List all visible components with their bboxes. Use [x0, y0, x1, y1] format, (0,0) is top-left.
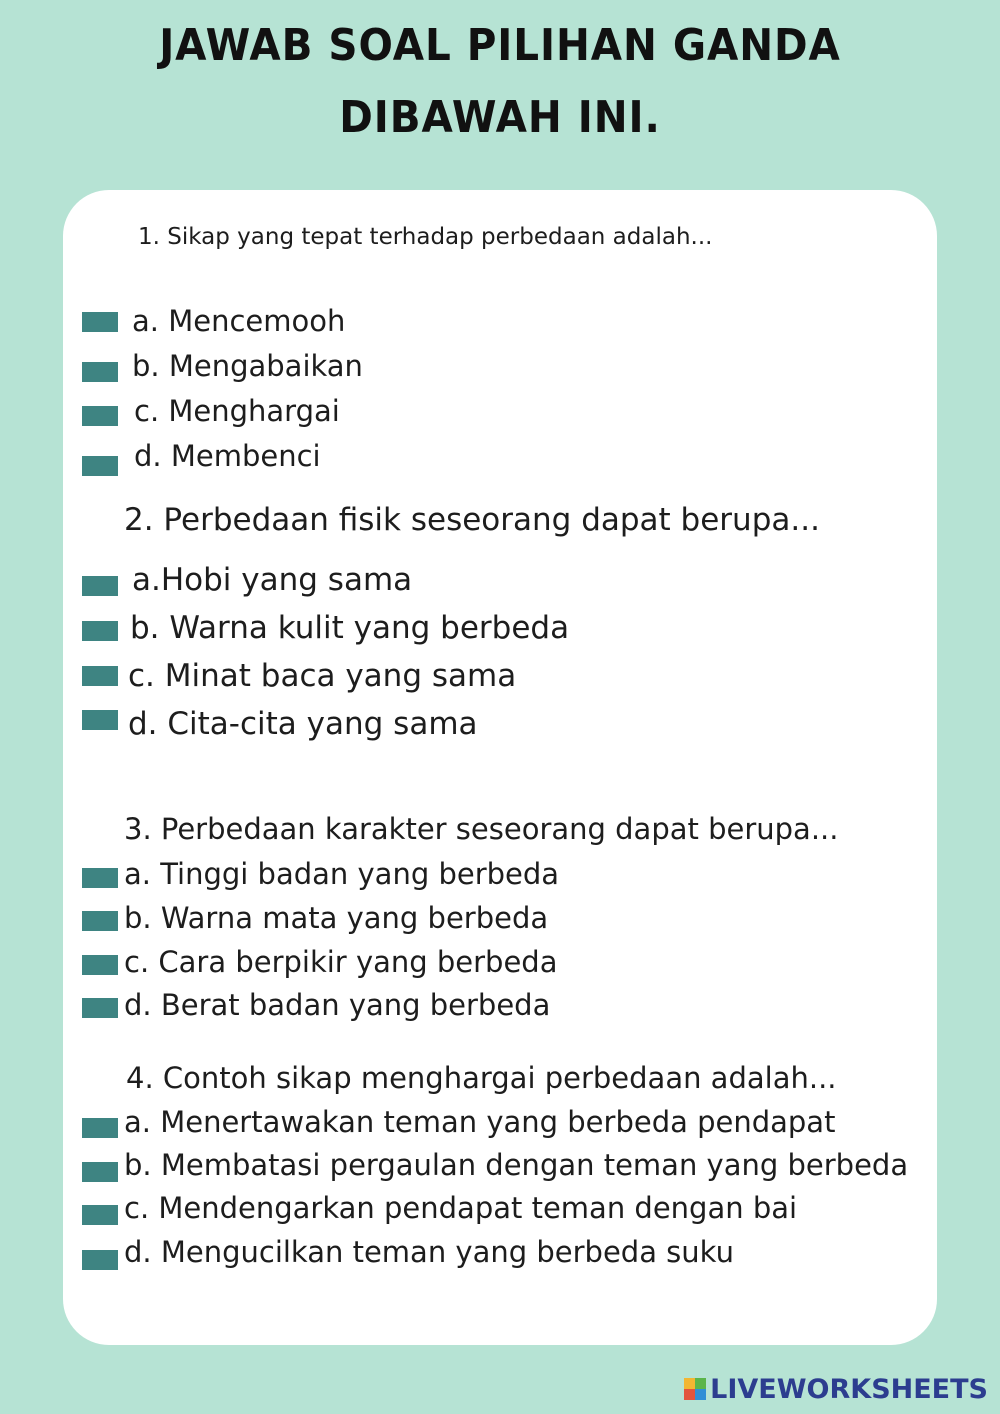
answer-box-1c[interactable]	[82, 406, 118, 426]
question-2: 2. Perbedaan fisik seseorang dapat berupa...	[124, 502, 820, 538]
question-3: 3. Perbedaan karakter seseorang dapat berupa...	[124, 812, 839, 846]
question-4: 4. Contoh sikap menghargai perbedaan adalah...	[126, 1061, 837, 1095]
option-4c: c. Mendengarkan pendapat teman dengan bai	[124, 1191, 798, 1225]
answer-box-4b[interactable]	[82, 1162, 118, 1182]
answer-box-2d[interactable]	[82, 710, 118, 730]
answer-box-3a[interactable]	[82, 868, 118, 888]
worksheet-title-line-1: JAWAB SOAL PILIHAN GANDA	[159, 20, 841, 71]
answer-box-2b[interactable]	[82, 621, 118, 641]
option-3d: d. Berat badan yang berbeda	[124, 988, 551, 1022]
answer-box-4c[interactable]	[82, 1205, 118, 1225]
option-4b: b. Membatasi pergaulan dengan teman yang berbeda	[124, 1148, 909, 1182]
option-3a: a. Tinggi badan yang berbeda	[124, 857, 560, 891]
answer-box-1d[interactable]	[82, 456, 118, 476]
worksheet-title-line-2: DIBAWAH INI.	[339, 92, 661, 143]
option-4a: a. Menertawakan teman yang berbeda pendapat	[124, 1105, 836, 1139]
option-1a: a. Mencemooh	[132, 304, 346, 338]
answer-box-3d[interactable]	[82, 998, 118, 1018]
question-1: 1. Sikap yang tepat terhadap perbedaan adalah...	[138, 224, 713, 250]
option-4d: d. Mengucilkan teman yang berbeda suku	[124, 1235, 734, 1269]
answer-box-1a[interactable]	[82, 312, 118, 332]
liveworksheets-logo-icon	[684, 1378, 706, 1400]
option-1b: b. Mengabaikan	[132, 349, 363, 383]
option-2a: a.Hobi yang sama	[132, 562, 413, 598]
option-1c: c. Menghargai	[134, 394, 340, 428]
answer-box-4d[interactable]	[82, 1250, 118, 1270]
answer-box-3c[interactable]	[82, 955, 118, 975]
liveworksheets-brand: LIVEWORKSHEETS	[710, 1373, 988, 1405]
answer-box-2a[interactable]	[82, 576, 118, 596]
option-3b: b. Warna mata yang berbeda	[124, 901, 549, 935]
option-2d: d. Cita-cita yang sama	[128, 706, 478, 742]
option-1d: d. Membenci	[134, 439, 321, 473]
answer-box-2c[interactable]	[82, 666, 118, 686]
option-2b: b. Warna kulit yang berbeda	[130, 610, 570, 646]
answer-box-1b[interactable]	[82, 362, 118, 382]
answer-box-3b[interactable]	[82, 911, 118, 931]
answer-box-4a[interactable]	[82, 1118, 118, 1138]
liveworksheets-footer	[684, 1372, 988, 1406]
option-2c: c. Minat baca yang sama	[128, 658, 517, 694]
option-3c: c. Cara berpikir yang berbeda	[124, 945, 558, 979]
